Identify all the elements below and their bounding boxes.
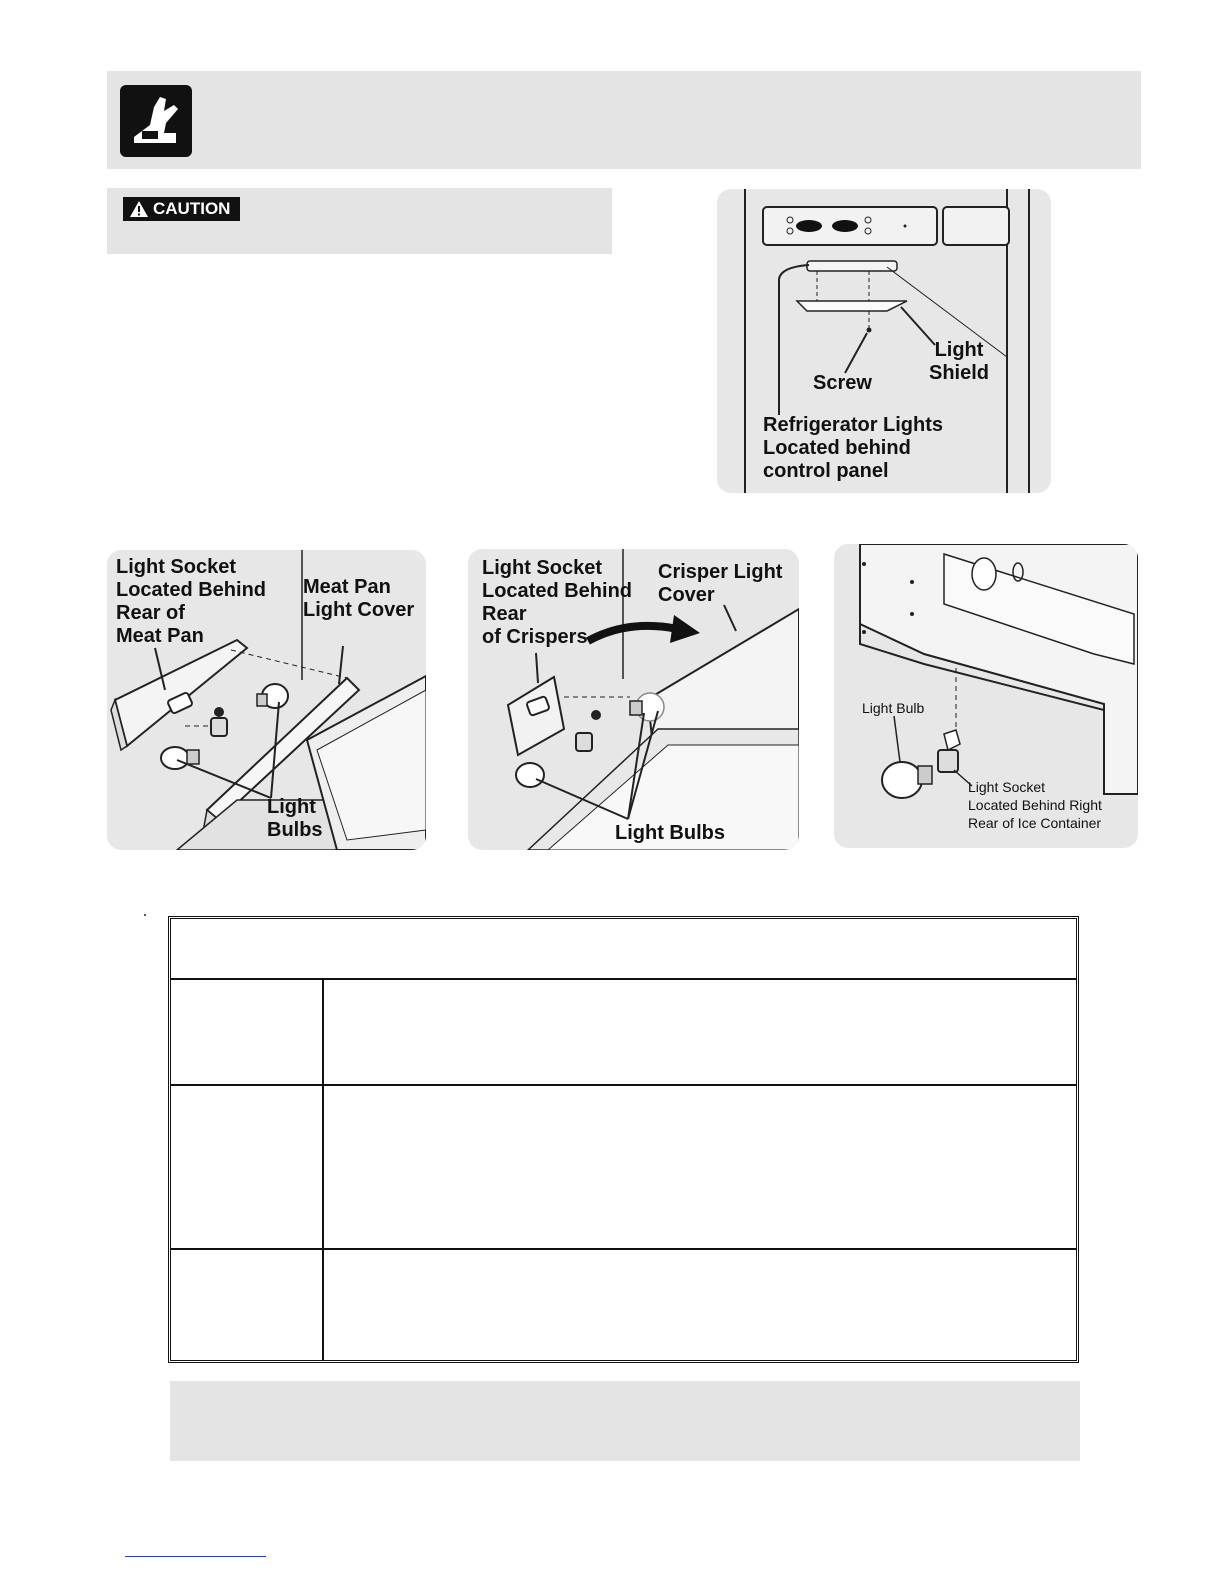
label-ice-socket: Light Socket Located Behind Right Rear of Ice Container <box>968 779 1102 831</box>
figure-meat-pan-light <box>107 550 426 850</box>
label-meat-pan-bulbs: Light Bulbs <box>267 796 323 841</box>
label-meat-pan-socket: Light Socket Located Behind Rear of Meat Pan <box>116 556 267 647</box>
table-header-row <box>171 919 1076 978</box>
hand-service-icon <box>120 85 192 157</box>
caution-badge <box>123 197 240 221</box>
figure-refrigerator-lights <box>717 189 1051 493</box>
caution-text: CAUTION <box>153 199 231 218</box>
label-screw: Screw <box>813 372 872 394</box>
stray-mark <box>144 914 146 916</box>
label-crisper-cover: Crisper Light Cover <box>658 561 783 606</box>
table-row <box>171 1084 1076 1248</box>
label-ice-bulb: Light Bulb <box>862 700 925 716</box>
footer-note-band <box>170 1381 1080 1461</box>
warning-triangle-icon <box>129 200 149 218</box>
label-refrigerator-lights: Refrigerator Lights Located behind control panel <box>763 414 944 482</box>
section-header-band <box>107 71 1141 169</box>
label-crisper-socket: Light Socket Located Behind Rear of Crispers <box>482 557 633 648</box>
label-crisper-bulbs: Light Bulbs <box>615 822 725 844</box>
bulb-replacement-table <box>168 916 1079 1363</box>
table-row <box>171 1248 1076 1360</box>
table-row <box>171 978 1076 1084</box>
figure-ice-container-light <box>834 544 1138 848</box>
figure-crisper-light <box>468 549 799 850</box>
footer-link-underline[interactable] <box>125 1556 266 1557</box>
label-meat-pan-cover: Meat Pan Light Cover <box>303 576 415 621</box>
label-light-shield: Light Shield <box>929 339 990 384</box>
